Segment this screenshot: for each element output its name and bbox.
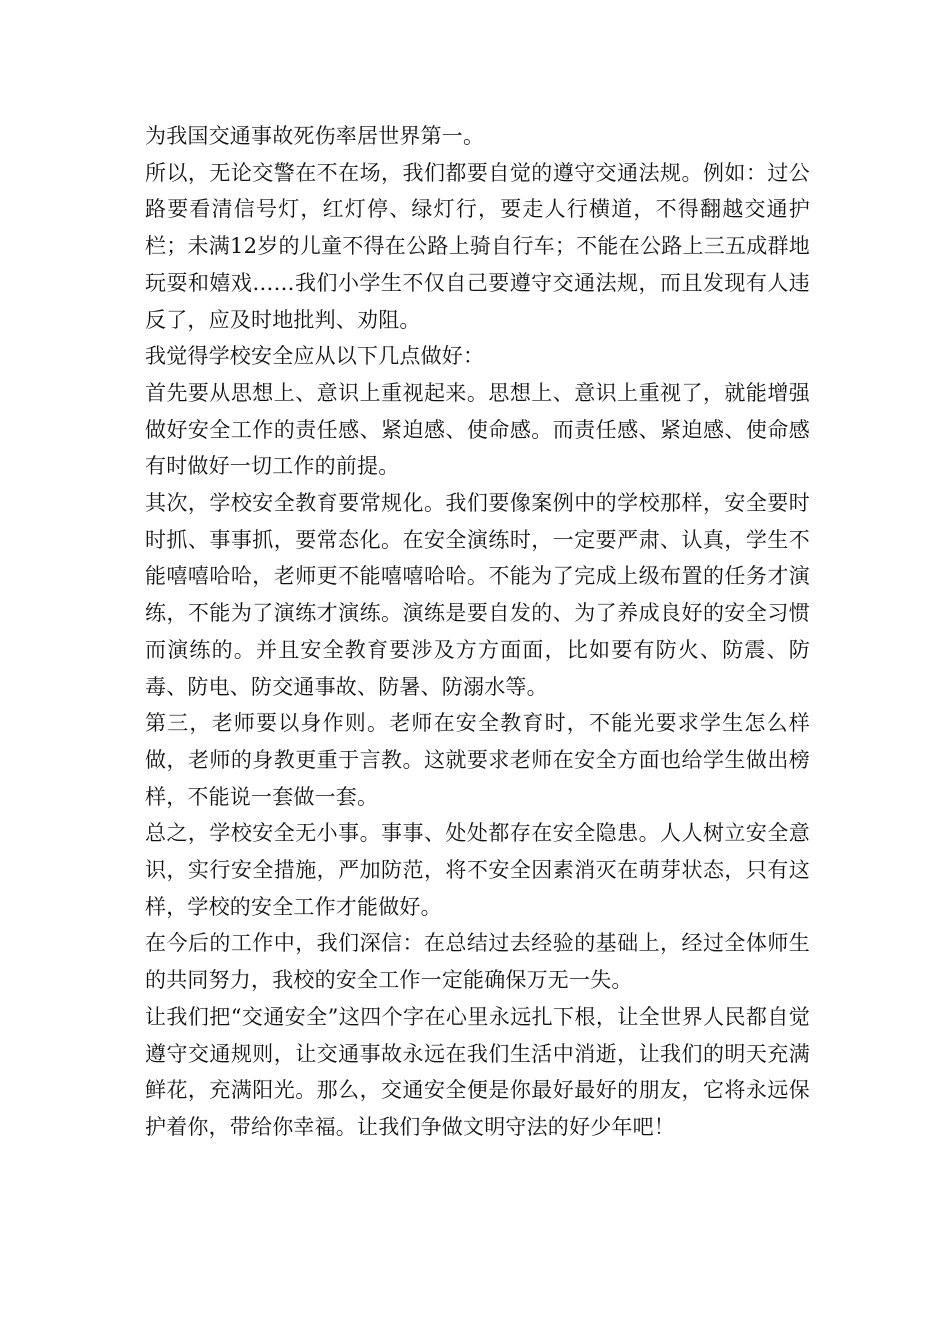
paragraph: 第三，老师要以身作则。老师在安全教育时，不能光要求学生怎么样做，老师的身教更重于言教。这就要求老师在安全方面也给学生做出榜样，不能说一套做一套。 bbox=[145, 711, 810, 809]
paragraph: 在今后的工作中，我们深信：在总结过去经验的基础上，经过全体师生的共同努力，我校的安全工作一定能确保万无一失。 bbox=[145, 931, 810, 993]
paragraph: 所以，无论交警在不在场，我们都要自觉的遵守交通法规。例如：过公路要看清信号灯，红灯停、绿灯行，要走人行横道，不得翻越交通护栏；未满12岁的儿童不得在公路上骑自行车；不能在公路上三五成群地玩耍和嬉戏……我们小学生不仅自己要遵守交通法规，而且发现有人违反了，应及时地批判、劝阻。 bbox=[145, 160, 810, 332]
paragraph: 首先要从思想上、意识上重视起来。思想上、意识上重视了，就能增强做好安全工作的责任感、紧迫感、使命感。而责任感、紧迫感、使命感有时做好一切工作的前提。 bbox=[145, 380, 810, 479]
paragraph: 其次，学校安全教育要常规化。我们要像案例中的学校那样，安全要时时抓、事事抓，要常态化。在安全演练时，一定要严肃、认真，学生不能嘻嘻哈哈，老师更不能嘻嘻哈哈。不能为了完成上级布置的任务才演练，不能为了演练才演练。演练是要自发的、为了养成良好的安全习惯而演练的。并且安全教育要涉及方方面面，比如要有防火、防震、防毒、防电、防交通事故、防暑、防溺水等。 bbox=[145, 491, 810, 699]
paragraph: 让我们把“交通安全”这四个字在心里永远扎下根，让全世界人民都自觉遵守交通规则，让交通事故永远在我们生活中消逝，让我们的明天充满鲜花，充满阳光。那么，交通安全便是你最好最好的朋友，它将永远保护着你，带给你幸福。让我们争做文明守法的好少年吧！ bbox=[145, 1004, 810, 1139]
paragraph: 我觉得学校安全应从以下几点做好： bbox=[145, 344, 485, 369]
paragraph: 总之，学校安全无小事。事事、处处都存在安全隐患。人人树立安全意识，实行安全措施，严加防范，将不安全因素消灭在萌芽状态，只有这样，学校的安全工作才能做好。 bbox=[145, 821, 810, 919]
paragraph: 为我国交通事故死伤率居世界第一。 bbox=[145, 124, 485, 148]
document-body bbox=[145, 118, 810, 1146]
